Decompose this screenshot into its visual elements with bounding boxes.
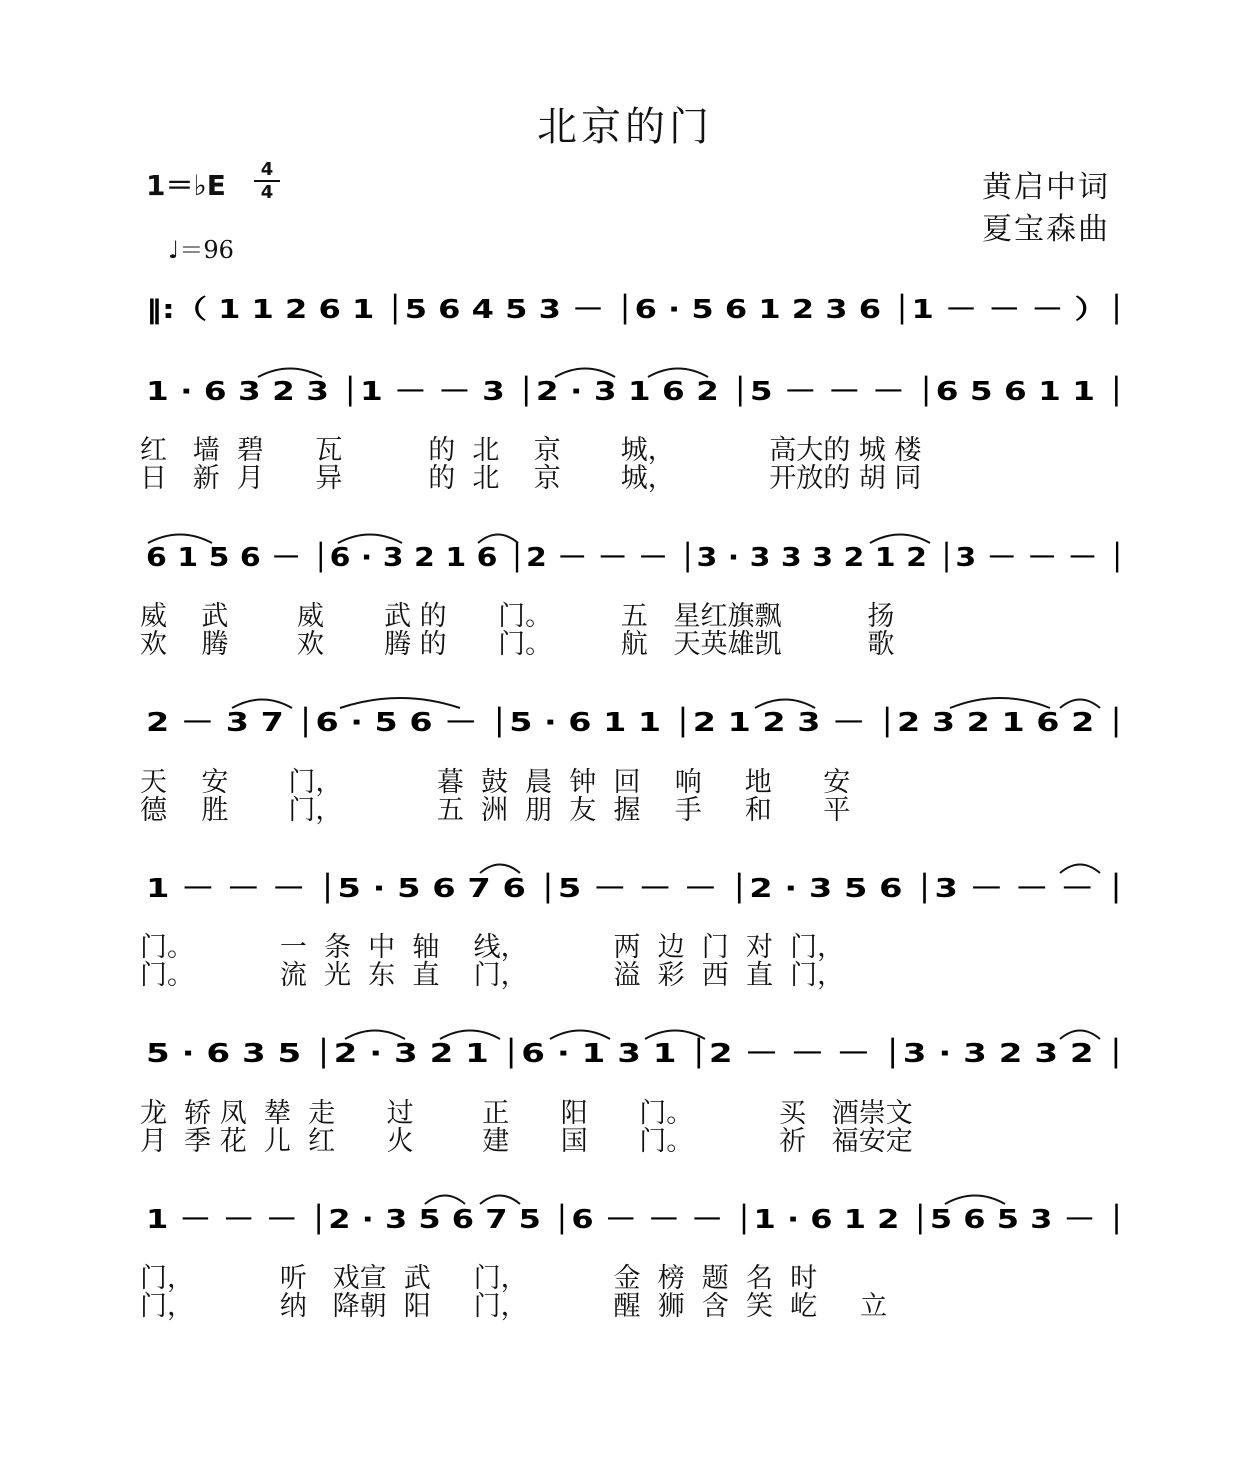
lyric-line: 门。 流 光 东 直 门， 溢 彩 西 直 门，: [140, 960, 845, 991]
notation-row: 1 － － － │5 · 5 6 7 6 │5 － － － │2 · 3 5 6 │3 － － － │: [146, 874, 904, 904]
notation-row: 5 · 6 3 5 │2 · 3 2 1 │6 · 1 3 1 │2 － － － │3 · 3 2 3 2 │: [146, 1039, 894, 1069]
lyric-line: 天 安 门， 暮 鼓 晨 钟 回 响 地 安: [140, 767, 851, 798]
song-title: 北京的门: [537, 104, 713, 150]
lyric-line: 门， 纳 降朝 阳 门， 醒 狮 含 笑 屹 立: [140, 1291, 888, 1322]
notation-row: 6 1 5 6 － │6 · 3 2 1 6 │2 － － － │3 · 3 3 3 2 1 2 │3 － － － │: [146, 543, 997, 573]
notation-row: 1 · 6 3 2 3 │1 － － 3 │2 · 3 1 6 2 │5 － － － │6 5 6 1 1 │: [146, 377, 926, 407]
key-signature: 1＝♭E: [146, 169, 226, 202]
tempo-marking: ♩＝96: [168, 236, 234, 264]
lyric-line: 龙 轿 凤 辇 走 过 正 阳 门。 买 酒崇文: [140, 1098, 913, 1129]
lyric-line: 威 武 威 武 的 门。 五 星红旗飘 扬: [140, 601, 895, 632]
time-signature-top: 4: [260, 159, 274, 180]
lyric-line: 门。 一 条 中 轴 线， 两 边 门 对 门，: [140, 932, 845, 963]
lyricist-credit: 黄启中词: [982, 170, 1110, 205]
composer-credit: 夏宝森曲: [982, 212, 1110, 247]
time-signature-bottom: 4: [260, 182, 274, 203]
notation-row: 1 － － － │2 · 3 5 6 7 5 │6 － － － │1 · 6 1 2 │5 6 5 3 － │: [146, 1205, 942, 1235]
notation-row: ‖:（ 1 1 2 6 1 │5 6 4 5 3 － │6 · 5 6 1 2 3 6 │1 － － － ）│: [146, 295, 941, 325]
lyric-line: 门， 听 戏宣 武 门， 金 榜 题 名 时: [140, 1263, 818, 1294]
lyric-line: 欢 腾 欢 腾 的 门。 航 天英雄凯 歌: [140, 629, 895, 660]
lyric-line: 德 胜 门， 五 洲 朋 友 握 手 和 平: [140, 795, 851, 826]
lyric-line: 红 墙 碧 瓦 的 北 京 城， 高大的 城 楼: [140, 435, 922, 466]
notation-row: 2 － 3 7 │6 · 5 6 － │5 · 6 1 1 │2 1 2 3 － │2 3 2 1 6 2 │: [146, 708, 911, 738]
lyric-line: 日 新 月 异 的 北 京 城， 开放的 胡 同: [140, 463, 922, 494]
lyric-line: 月 季 花 儿 红 火 建 国 门。 祈 福安定: [140, 1126, 913, 1157]
